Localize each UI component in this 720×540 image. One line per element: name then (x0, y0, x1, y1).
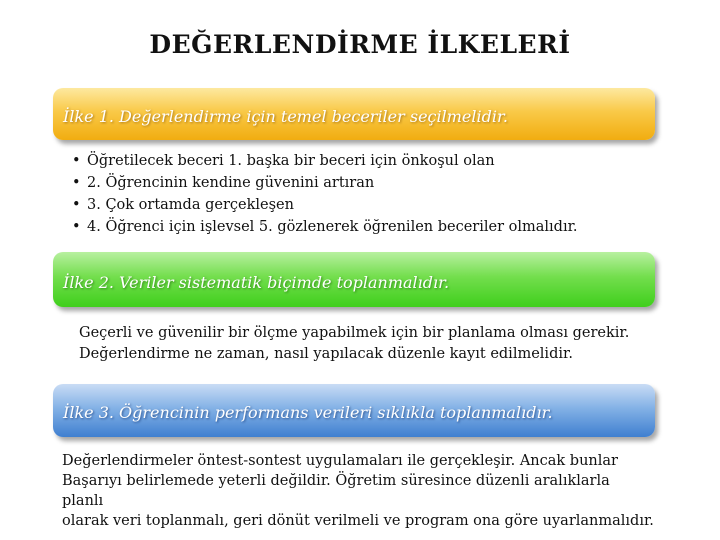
bullet-icon: • (72, 197, 81, 213)
list-item (72, 150, 578, 172)
list-item (72, 216, 578, 238)
paragraph-line: Değerlendirme ne zaman, nasıl yapılacak düzenle kayıt edilmelidir. (79, 346, 573, 362)
principle-3-banner (53, 384, 655, 437)
list-item-text: Öğretilecek beceri 1. başka bir beceri için önkoşul olan (87, 153, 495, 169)
paragraph-line: Değerlendirmeler öntest-sontest uygulamaları ile gerçekleşir. Ancak bunlar (62, 453, 618, 469)
principle-1-banner (53, 88, 655, 140)
bullet-icon: • (72, 219, 81, 235)
paragraph-line: Geçerli ve güvenilir bir ölçme yapabilmek için bir planlama olması gerekir. (79, 325, 630, 341)
bullet-icon: • (72, 153, 81, 169)
list-item-text: 2. Öğrencinin kendine güvenini artıran (87, 175, 375, 191)
principle-2-label: İlke 2. Veriler sistematik biçimde toplanmalıdır. (63, 273, 450, 292)
list-item-text: 3. Çok ortamda gerçekleşen (87, 197, 294, 213)
paragraph-line: olarak veri toplanmalı, geri dönüt verilmeli ve program ona göre uyarlanmalıdır. (62, 513, 654, 529)
principle-3-text (62, 451, 654, 531)
paragraph-line: Başarıyı belirlemede yeterli değildir. Öğretim süresince düzenli aralıklarla (62, 473, 610, 489)
paragraph-line: planlı (62, 493, 104, 509)
principle-3-label: İlke 3. Öğrencinin performans verileri sıklıkla toplanmalıdır. (63, 403, 553, 422)
principle-2-text (79, 323, 629, 365)
principle-2-banner (53, 252, 655, 307)
list-item (72, 194, 578, 216)
list-item (72, 172, 578, 194)
principle-1-label: İlke 1. Değerlendirme için temel beceriler seçilmelidir. (63, 107, 508, 126)
bullet-icon: • (72, 175, 81, 191)
list-item-text: 4. Öğrenci için işlevsel 5. gözlenerek öğrenilen beceriler olmalıdır. (87, 219, 578, 235)
page-title: DEĞERLENDİRME İLKELERİ (149, 30, 571, 59)
principle-1-bullet-list (72, 150, 578, 238)
